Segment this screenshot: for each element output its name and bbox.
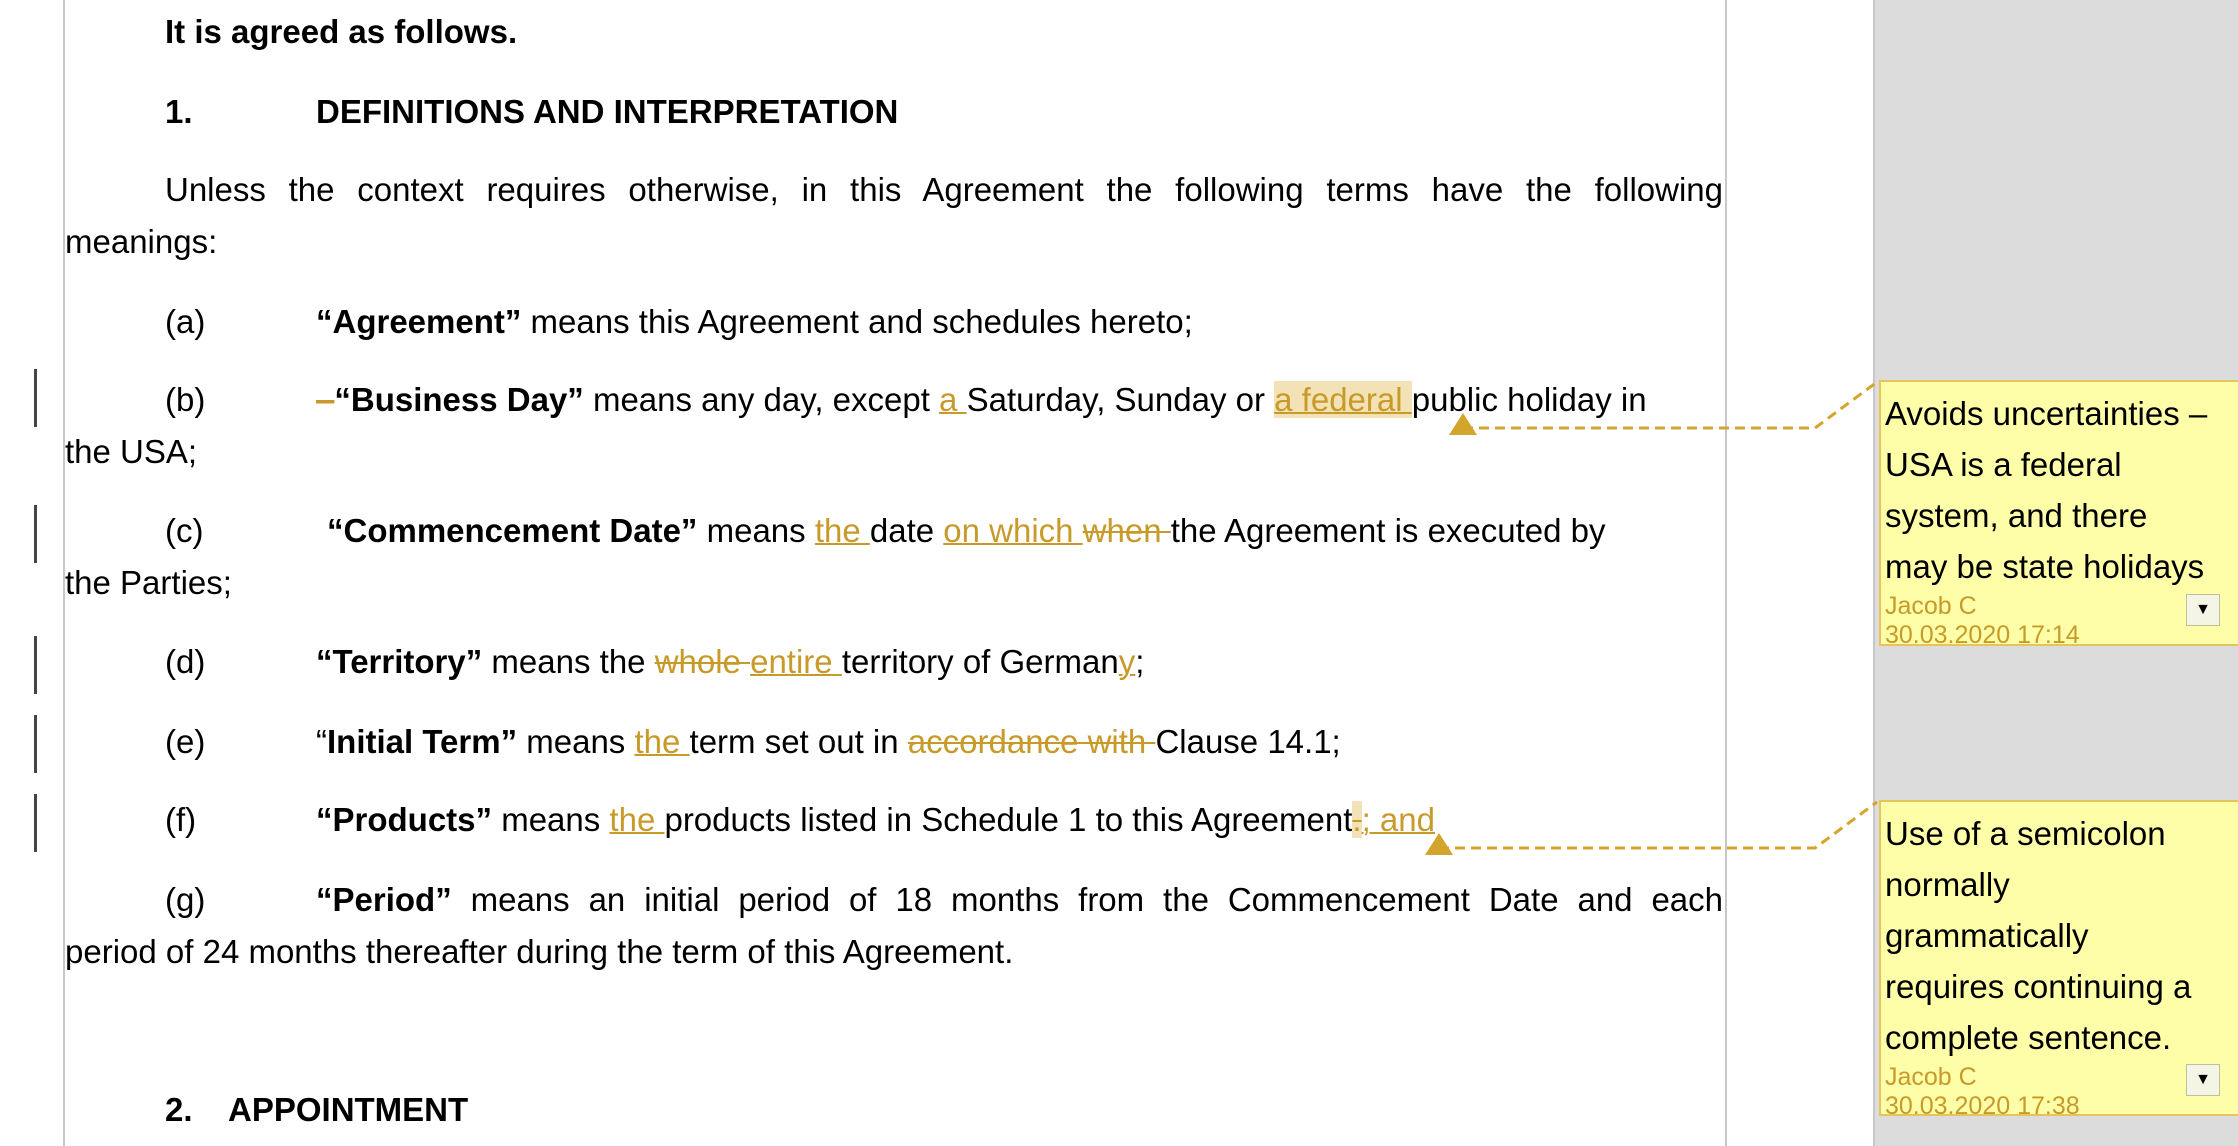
item-a-label: (a) [165, 303, 206, 340]
text-run: means an initial period of 18 months from the Commencement Date and each [451, 881, 1723, 918]
item-e-term: Initial Term” [327, 723, 518, 760]
text-run: Saturday, Sunday or [966, 381, 1275, 418]
deletion[interactable]: whole [654, 643, 751, 680]
item-g-line-2: period of 24 months thereafter during the term of this Agreement. [65, 933, 1014, 970]
comment-1-text[interactable]: Avoids uncertainties – USA is a federal system, and there may be state holidays [1885, 395, 2208, 585]
text-run: ; [1135, 643, 1145, 680]
comment-connector-2 [1439, 802, 1877, 848]
item-b-label: (b) [165, 381, 206, 418]
text-run: territory of German [841, 643, 1119, 680]
item-a-term: “Agreement” [316, 303, 522, 340]
item-e-label: (e) [165, 723, 206, 760]
item-d-label: (d) [165, 643, 206, 680]
insertion[interactable]: on which [943, 512, 1083, 549]
comment-box-1[interactable] [1879, 380, 2238, 649]
item-b-term: “Business Day” [334, 381, 584, 418]
insertion[interactable]: the [609, 801, 665, 838]
item-c-line-2: the Parties; [65, 564, 232, 601]
text-run: means the [482, 643, 655, 680]
insertion[interactable]: ; and [1361, 801, 1435, 838]
item-d-term: “Territory” [316, 643, 483, 680]
commented-deletion[interactable]: . [1352, 801, 1362, 838]
section-1-title: DEFINITIONS AND INTERPRETATION [316, 93, 899, 130]
insertion[interactable]: entire [750, 643, 842, 680]
item-g-label: (g) [165, 881, 206, 918]
text-run: Clause 14.1; [1155, 723, 1341, 760]
comment-1-author: Jacob C [1885, 592, 1977, 620]
comment-2-author: Jacob C [1885, 1063, 1977, 1091]
item-f-label: (f) [165, 801, 197, 838]
text-run: means [517, 723, 635, 760]
item-g-term: “Period” [316, 881, 452, 918]
text-run: date [869, 512, 944, 549]
deletion[interactable]: accordance with [907, 723, 1156, 760]
insertion[interactable]: a [939, 381, 967, 418]
text-run: the Agreement is executed by [1170, 512, 1606, 549]
text-run: term set out in [689, 723, 908, 760]
text-run: public holiday in [1411, 381, 1647, 418]
item-c-label: (c) [165, 512, 204, 549]
chevron-down-icon[interactable]: ▼ [2186, 594, 2220, 626]
insertion[interactable]: y [1118, 643, 1136, 680]
section-2-title: APPOINTMENT [228, 1091, 469, 1128]
text-run: means [492, 801, 610, 838]
section-2-number: 2. [165, 1091, 193, 1128]
insertion[interactable]: the [814, 512, 870, 549]
item-f-term: “Products” [316, 801, 493, 838]
deletion[interactable]: – [316, 381, 335, 418]
text-run: means any day, except [583, 381, 940, 418]
chevron-down-icon[interactable]: ▼ [2186, 1064, 2220, 1096]
comment-box-2[interactable] [1879, 800, 2238, 1120]
commented-insertion[interactable]: a federal [1274, 381, 1412, 418]
item-a-text: means this Agreement and schedules hereto; [521, 303, 1193, 340]
intro-heading: It is agreed as follows. [165, 13, 518, 50]
intro-paragraph-line-1: Unless the context requires otherwise, in this Agreement the following terms have the following [165, 171, 1723, 208]
comment-1-date: 30.03.2020 17:14 [1885, 621, 2080, 649]
item-b-line-2: the USA; [65, 433, 198, 470]
insertion[interactable]: the [634, 723, 690, 760]
text-run: products listed in Schedule 1 to this Agreement [664, 801, 1353, 838]
section-1-number: 1. [165, 93, 193, 130]
text-run: “ [316, 723, 327, 760]
intro-paragraph-line-2: meanings: [65, 223, 218, 260]
item-c-term: “Commencement Date” [327, 512, 698, 549]
comment-2-text[interactable]: Use of a semicolon normally grammatically requires continuing a complete sentence. [1885, 815, 2192, 1056]
deletion[interactable]: when [1082, 512, 1171, 549]
comment-2-date: 30.03.2020 17:38 [1885, 1092, 2080, 1120]
comment-connector-1 [1463, 382, 1877, 428]
text-run: means [697, 512, 815, 549]
